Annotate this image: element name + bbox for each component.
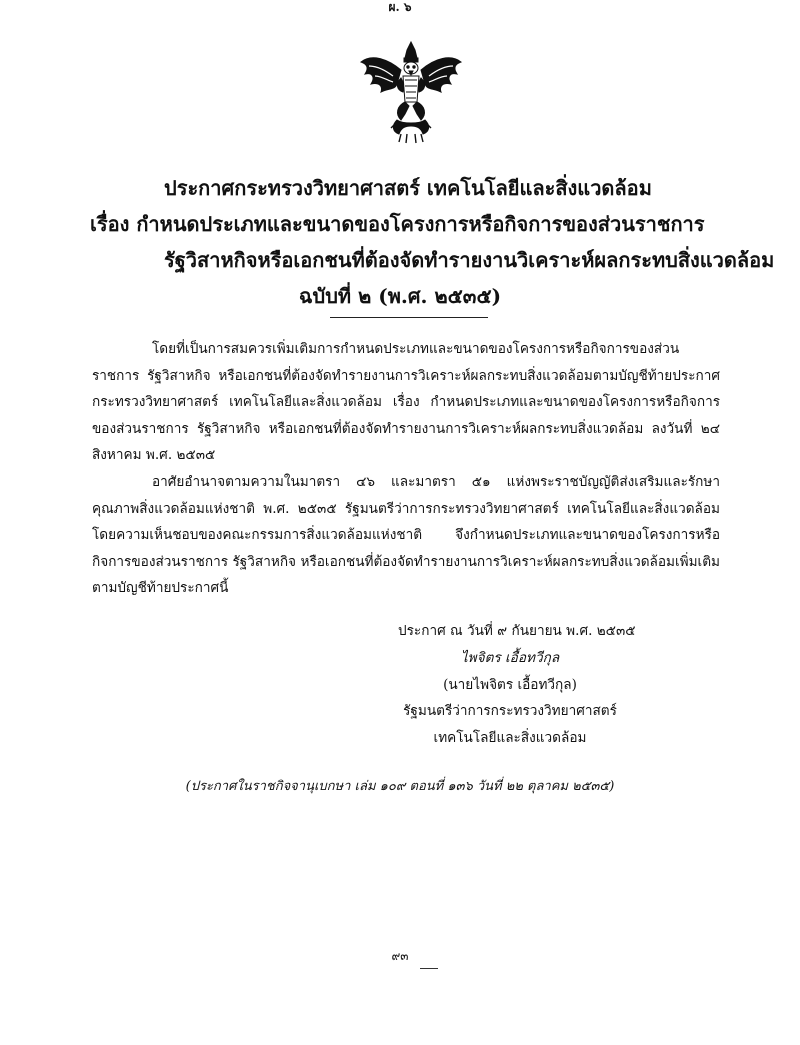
body-paragraph-1: โดยที่เป็นการสมควรเพิ่มเติมการกำหนดประเภทและขนาดของโครงการหรือกิจการของส่วนราชการ รัฐวิสาหกิจ หรือเอกชนที่ต้องจัดทำรายงานการวิเคราะห์ผลกระทบสิ่งแวดล้อมตามบัญชีท้ายประกาศกระทรวงวิทยาศาสตร์ เทคโนโลยีและสิ่งแวดล้อม เรื่อง กำหนดประเภทและขนาดของโครงการหรือกิจการของส่วนราชการ รัฐวิสาหกิจ หรือเอกชนที่ต้องจัดทำรายงานการวิเคราะห์ผลกระทบสิ่งแวดล้อม ลงวันที่ ๒๔ สิงหาคม พ.ศ. ๒๕๓๕: [92, 341, 720, 464]
garuda-emblem-icon: [357, 40, 465, 145]
page-number-mark: [420, 968, 438, 969]
signatory-title-2: เทคโนโลยีและสิ่งแวดล้อม: [433, 729, 587, 746]
title-divider: [330, 317, 488, 318]
gazette-footnote: (ประกาศในราชกิจจานุเบกษา เล่ม ๑๐๙ ตอนที่ ๑๓๖ วันที่ ๒๒ ตุลาคม ๒๕๓๕): [185, 779, 615, 794]
page-number: ๙๓: [391, 949, 409, 963]
title-line-2: เรื่อง กำหนดประเภทและขนาดของโครงการหรือกิจการของส่วนราชการ: [90, 212, 705, 236]
body-paragraph-2: อาศัยอำนาจตามความในมาตรา ๔๖ และมาตรา ๕๑ แห่งพระราชบัญญัติส่งเสริมและรักษาคุณภาพสิ่งแวดล้อมแห่งชาติ พ.ศ. ๒๕๓๕ รัฐมนตรีว่าการกระทรวงวิทยาศาสตร์ เทคโนโลยีและสิ่งแวดล้อม โดยความเห็นชอบของคณะกรรมการสิ่งแวดล้อมแห่งชาติ จึงกำหนดประเภทและขนาดของโครงการหรือกิจการของส่วนราชการ รัฐวิสาหกิจ หรือเอกชนที่ต้องจัดทำรายงานการวิเคราะห์ผลกระทบสิ่งแวดล้อมเพิ่มเติม ตามบัญชีท้ายประกาศนี้: [92, 473, 720, 597]
announcement-date: ประกาศ ณ วันที่ ๙ กันยายน พ.ศ. ๒๕๓๕: [398, 623, 636, 639]
signature: ไพจิตร เอื้อทวีกุล: [460, 650, 560, 666]
title-line-3: รัฐวิสาหกิจหรือเอกชนที่ต้องจัดทำรายงานวิเคราะห์ผลกระทบสิ่งแวดล้อม: [164, 248, 775, 272]
signatory-name: (นายไพจิตร เอื้อทวีกุล): [443, 676, 577, 693]
title-line-1: ประกาศกระทรวงวิทยาศาสตร์ เทคโนโลยีและสิ่งแวดล้อม: [164, 176, 652, 200]
signatory-title-1: รัฐมนตรีว่าการกระทรวงวิทยาศาสตร์: [403, 703, 617, 720]
page-code: ผ. ๖: [388, 0, 412, 14]
announcement-body: [92, 336, 720, 602]
title-line-4: ฉบับที่ ๒ (พ.ศ. ๒๕๓๕): [298, 284, 502, 308]
